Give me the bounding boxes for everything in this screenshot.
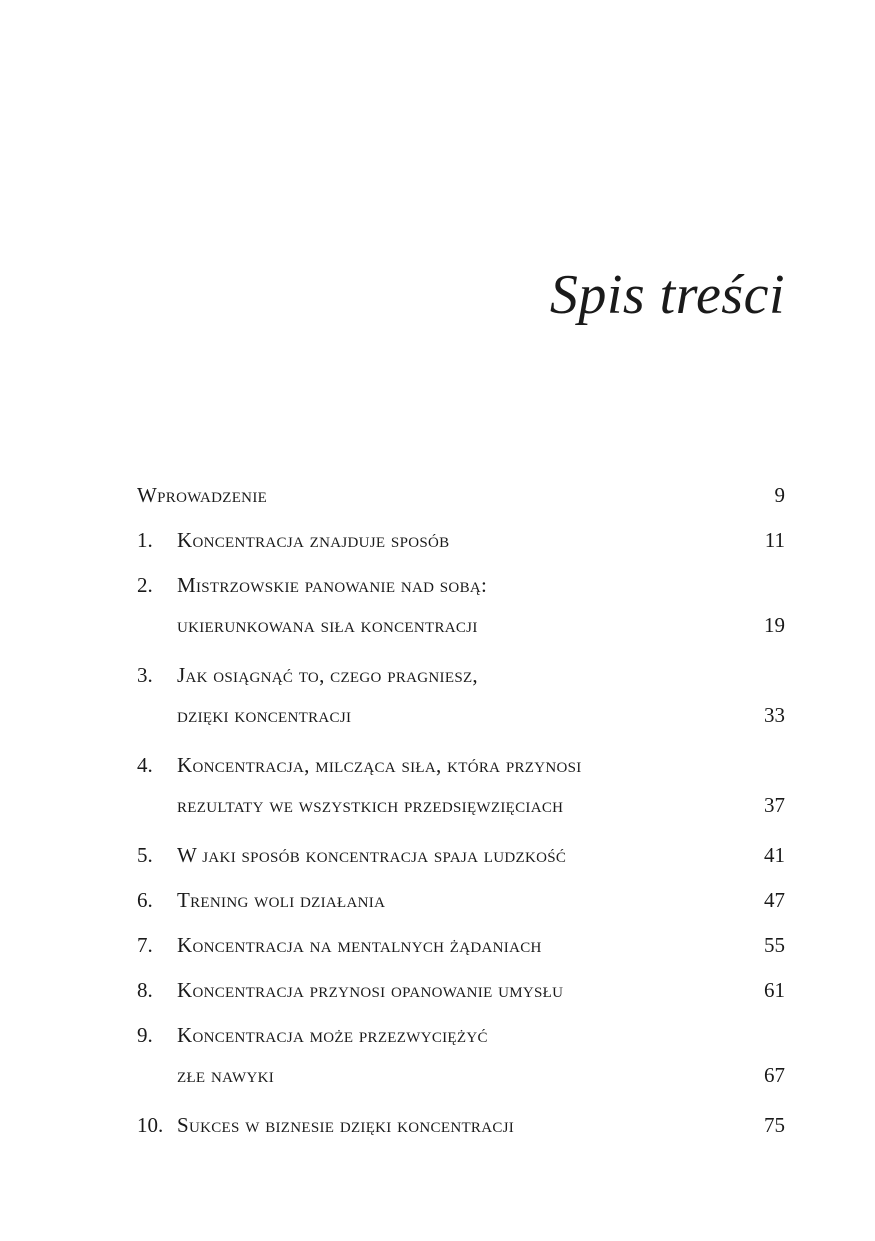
- toc-entry-number: 10.: [137, 1113, 164, 1137]
- toc-entry-title-line: złe nawyki: [177, 1063, 275, 1087]
- toc-entry: [137, 745, 785, 825]
- toc-entry-number: 7.: [137, 933, 153, 957]
- toc-entry-page-number: 47: [764, 888, 785, 912]
- toc-entry-title-line: Koncentracja na mentalnych żądaniach: [177, 933, 542, 957]
- toc-entry-number: 4.: [137, 753, 153, 777]
- toc-entry-title: [177, 880, 745, 920]
- toc-entry-number: 2.: [137, 573, 153, 597]
- toc-entry-title: [177, 835, 745, 875]
- toc-entry-number: 8.: [137, 978, 153, 1002]
- toc-entry-title: [137, 475, 745, 515]
- toc-entry-title-line: Wprowadzenie: [137, 483, 268, 507]
- toc-entry: [137, 835, 785, 875]
- toc-entry-page-number: 75: [764, 1113, 785, 1137]
- toc-entry-number: 9.: [137, 1023, 153, 1047]
- page-title: Spis treści: [549, 264, 785, 326]
- toc-entry-page-number: 19: [764, 613, 785, 637]
- toc-entry-page-number: 41: [764, 843, 785, 867]
- toc-entry-page-number: 11: [764, 528, 785, 552]
- toc-entry-number: 3.: [137, 663, 153, 687]
- table-of-contents: [137, 475, 785, 1150]
- toc-entry-title: [177, 970, 745, 1010]
- toc-entry-number: 5.: [137, 843, 153, 867]
- toc-entry-number: 1.: [137, 528, 153, 552]
- toc-entry: [137, 1015, 785, 1095]
- toc-entry-title-line: ukierunkowana siła koncentracji: [177, 613, 478, 637]
- toc-entry-title: [177, 1105, 745, 1145]
- toc-entry-page-number: 67: [764, 1063, 785, 1087]
- toc-entry-title-line: Koncentracja, milcząca siła, która przynosi: [177, 753, 582, 777]
- toc-entry: [137, 970, 785, 1010]
- toc-entry-page-number: 9: [774, 483, 785, 507]
- toc-entry: [137, 925, 785, 965]
- toc-entry-title-line: Mistrzowskie panowanie nad sobą:: [177, 573, 488, 597]
- toc-entry-title-line: Koncentracja przynosi opanowanie umysłu: [177, 978, 564, 1002]
- toc-entry: [137, 520, 785, 560]
- toc-entry-title-line: Koncentracja może przezwyciężyć: [177, 1023, 488, 1047]
- toc-entry-title: [177, 745, 745, 825]
- toc-entry: [137, 655, 785, 735]
- toc-entry-title: [177, 925, 745, 965]
- toc-entry-page-number: 61: [764, 978, 785, 1002]
- toc-entry-page-number: 33: [764, 703, 785, 727]
- toc-entry: [137, 880, 785, 920]
- toc-entry: [137, 1105, 785, 1145]
- toc-entry-title: [177, 655, 745, 735]
- toc-entry-title: [177, 520, 745, 560]
- toc-entry: [137, 475, 785, 515]
- toc-entry: [137, 565, 785, 645]
- toc-entry-title-line: dzięki koncentracji: [177, 703, 352, 727]
- toc-entry-number: 6.: [137, 888, 153, 912]
- toc-entry-title-line: W jaki sposób koncentracja spaja ludzkość: [177, 843, 567, 867]
- toc-entry-title-line: Sukces w biznesie dzięki koncentracji: [177, 1113, 515, 1137]
- toc-entry-title-line: Jak osiągnąć to, czego pragniesz,: [177, 663, 478, 687]
- toc-entry-title: [177, 565, 745, 645]
- toc-entry-title-line: Trening woli działania: [177, 888, 386, 912]
- toc-entry-title-line: rezultaty we wszystkich przedsięwzięciach: [177, 793, 564, 817]
- toc-entry-title: [177, 1015, 745, 1095]
- toc-entry-page-number: 37: [764, 793, 785, 817]
- toc-entry-page-number: 55: [764, 933, 785, 957]
- toc-entry-title-line: Koncentracja znajduje sposób: [177, 528, 450, 552]
